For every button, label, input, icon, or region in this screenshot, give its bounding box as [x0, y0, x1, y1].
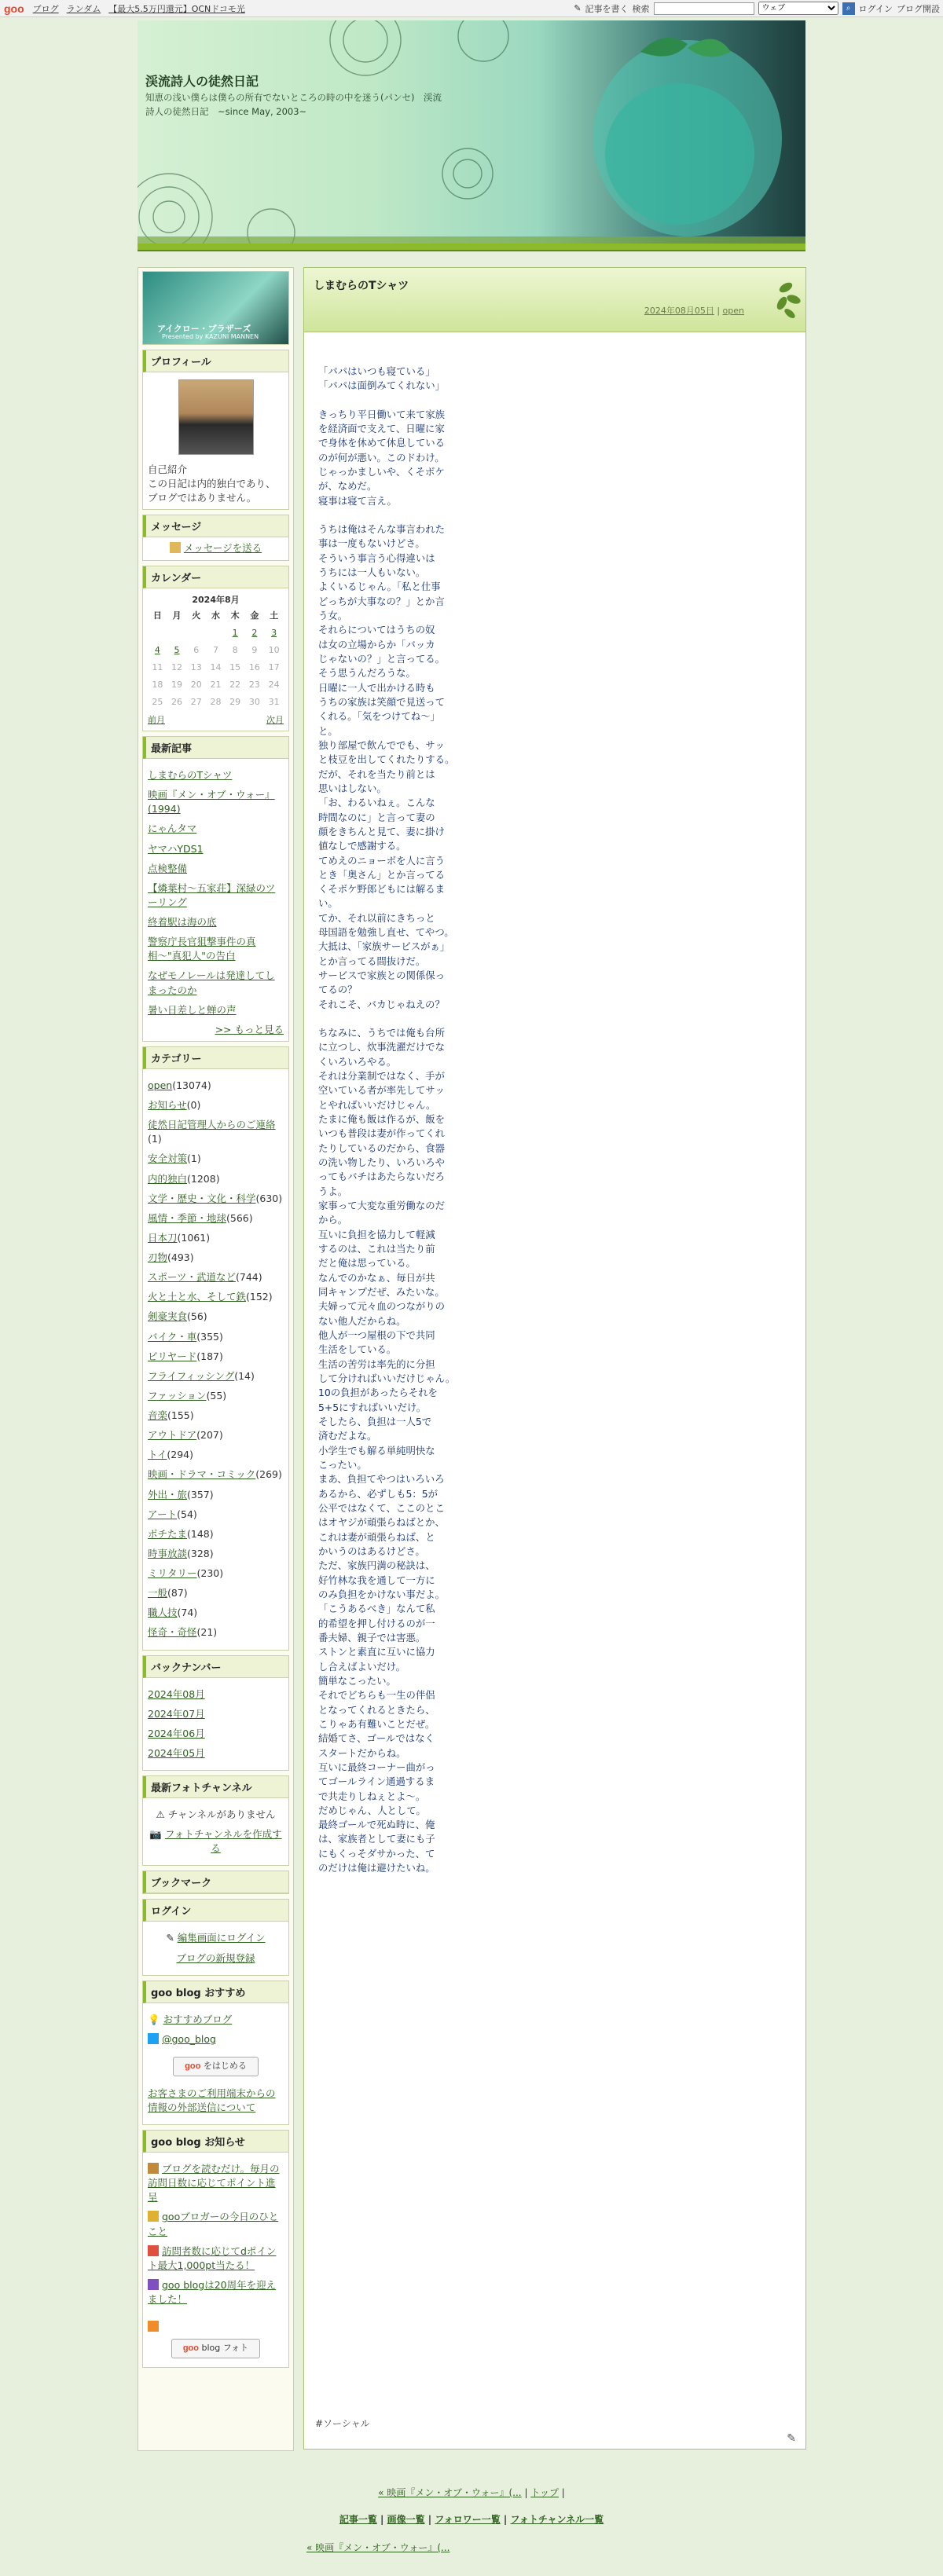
category-item	[148, 1079, 284, 1093]
category-item	[148, 1192, 284, 1206]
calendar-day-link[interactable]: 4	[154, 645, 160, 656]
category-count: (269)	[255, 1468, 282, 1481]
calendar-day: 13	[190, 662, 202, 673]
calendar-weekday: 土	[270, 610, 279, 621]
category-item	[148, 1231, 284, 1245]
photo-channel-box	[142, 1775, 289, 1866]
calendar-prev-link[interactable]: 前月	[148, 715, 165, 726]
sidebar	[138, 267, 294, 2451]
calendar-day: 31	[268, 697, 280, 708]
category-link[interactable]: お知らせ	[148, 1099, 187, 1111]
category-item	[148, 1350, 284, 1364]
category-count: (74)	[177, 1607, 198, 1619]
calendar-title: カレンダー	[143, 566, 288, 588]
calendar-day: 27	[190, 697, 202, 708]
category-item	[148, 1369, 284, 1383]
category-link[interactable]: 火と土と水、そして鉄	[148, 1291, 247, 1303]
category-link[interactable]: 映画・ドラマ・コミック	[148, 1468, 256, 1481]
category-count: (13074)	[172, 1079, 211, 1091]
news-icon	[148, 2211, 159, 2222]
calendar-day: 25	[152, 697, 163, 708]
entry-paragraph: うちは俺はそんな事言われた 事は一度もないけどさ。 そういう事言う心得違いは うちには一人もいない。 よくいるじゃん。「私と仕事 どっちが大事なの？」とか言 う女。 それらについてはうちの奴 は女の立場からか「バッカ じゃないの？」と言ってる。 そう思うんだろうな。 日曜に一人で出かける時も うちの家族は笑顔で見送って くれる。「気をつけてね〜」 と。 独り部屋で飲んででも、サッ と枝豆を出してくれたりする。 だが、それを当たり前とは 思いはしない。 「お、わるいねぇ。こんな 時間なのに」と言って妻の 顔をきちんと見て、妻に掛け 値なしで感謝する。 てめえのニョーボを人に言う とき「奥さん」とか言ってる くそボケ野郎どもには解るま い。 てか、それ以前にきちっと 母国語を勉強し直せ、てやつ。 大抵は、「家族サービスがぁ」 とか言ってる間抜けだ。 サービスで家族との関係保っ てるの？ それこそ、バカじゃねえの？	[318, 522, 455, 1010]
category-title: カテゴリー	[143, 1047, 288, 1069]
calendar-weekday: 月	[172, 610, 182, 621]
entry-paragraph: 「パパはいつも寝ている」 「パパは面倒みてくれない」	[318, 365, 446, 392]
category-item	[148, 1211, 284, 1226]
category-count: (630)	[255, 1192, 283, 1204]
login-link[interactable]: ログイン	[858, 3, 893, 14]
calendar-day: 28	[210, 697, 222, 708]
profile-title: プロフィール	[143, 350, 288, 372]
pen-icon: ✎	[166, 1932, 174, 1944]
category-list	[143, 1069, 288, 1650]
category-count: (21)	[196, 1626, 218, 1639]
entry-tag[interactable]: #ソーシャル	[315, 2418, 370, 2429]
calendar-day: 26	[171, 697, 183, 708]
calendar-day: 16	[248, 662, 260, 673]
calendar-weekday: 日	[152, 610, 162, 621]
category-link[interactable]: 徒然日記管理人からのご連絡	[148, 1119, 276, 1131]
category-count: (148)	[187, 1527, 214, 1540]
backnumber-link[interactable]: 2024年08月	[148, 1687, 205, 1700]
category-item	[148, 1527, 284, 1541]
footer-list-link[interactable]: フォロワー一覧	[435, 2514, 501, 2525]
recommend-blog-link[interactable]: おすすめブログ	[163, 2013, 233, 2025]
category-link[interactable]: 日本刀	[148, 1231, 178, 1244]
no-channel-text: チャンネルがありません	[167, 1808, 276, 1820]
calendar-day: 15	[229, 662, 241, 673]
calendar-day[interactable]	[264, 625, 284, 642]
photo-channel-title: 最新フォトチャンネル	[143, 1776, 288, 1798]
category-box	[142, 1046, 289, 1651]
news-icon	[148, 2279, 159, 2290]
recent-entry-link[interactable]: 警察庁長官狙撃事件の真相〜"真犯人"の告白	[148, 936, 256, 962]
news-list	[143, 2153, 288, 2316]
calendar-day	[148, 625, 167, 642]
category-item	[148, 1118, 284, 1146]
category-count: (355)	[196, 1330, 223, 1343]
category-link[interactable]: アウトドア	[148, 1429, 197, 1442]
top-link[interactable]: トップ	[530, 2487, 559, 2498]
calendar-day: 20	[190, 680, 202, 691]
entry-meta: 2024年08月05日 | open	[644, 306, 744, 316]
category-count: (207)	[196, 1429, 223, 1442]
send-message-link[interactable]: メッセージを送る	[183, 542, 262, 555]
category-count: (1208)	[187, 1172, 220, 1185]
category-item	[148, 1488, 284, 1502]
backnumber-link[interactable]: 2024年07月	[148, 1707, 205, 1720]
separator: |	[376, 2514, 387, 2525]
recent-more-link[interactable]: >> もっと見る	[215, 1023, 284, 1035]
calendar-day	[206, 625, 226, 642]
footer-list-link[interactable]: 画像一覧	[387, 2514, 425, 2525]
category-count: (0)	[186, 1099, 201, 1111]
category-link[interactable]: ビリヤード	[148, 1350, 197, 1362]
footer-list-link[interactable]: フォトチャンネル一覧	[510, 2514, 604, 2525]
category-count: (87)	[167, 1587, 188, 1599]
warning-icon: ⚠	[156, 1808, 165, 1820]
category-count: (55)	[206, 1389, 227, 1402]
recent-entry-link[interactable]: 終着駅は海の底	[148, 916, 217, 928]
header-art	[138, 20, 805, 244]
category-link[interactable]: ミリタリー	[148, 1567, 197, 1579]
login-title: ログイン	[143, 1900, 288, 1922]
search-scope-select[interactable]	[758, 2, 838, 15]
category-item	[148, 1172, 284, 1186]
category-item	[148, 1098, 284, 1112]
mail-icon	[170, 542, 181, 553]
recent-title: 最新記事	[143, 737, 288, 759]
backnumber-title: バックナンバー	[143, 1656, 288, 1678]
recent-entry-link[interactable]: 映画『メン・オブ・ウォー』(1994)	[148, 789, 275, 815]
recent-entry-link[interactable]: なぜモノレールは発達してしまったのか	[148, 969, 275, 996]
recent-entry-link[interactable]: 【燐葉村〜五家荘】深緑のツーリング	[148, 881, 276, 908]
search-input[interactable]	[654, 2, 754, 15]
calendar-day: 17	[268, 662, 280, 673]
category-link[interactable]: 怪奇・奇怪	[148, 1626, 197, 1639]
category-count: (1061)	[177, 1231, 211, 1244]
category-count: (566)	[226, 1211, 253, 1224]
category-item	[148, 1508, 284, 1522]
calendar-day-link[interactable]: 2	[251, 628, 258, 639]
category-count: (152)	[246, 1291, 273, 1303]
external-info-link[interactable]: お客さまのご利用端末からの情報の外部送信について	[148, 2087, 276, 2113]
category-link[interactable]: 文学・歴史・文化・科学	[148, 1192, 256, 1204]
blog-photo-button[interactable]: goo blog フォト	[171, 2339, 260, 2358]
category-link[interactable]: アート	[148, 1508, 178, 1520]
prev-entry-link[interactable]: « 映画『メン・オブ・ウォー』(...	[378, 2487, 522, 2498]
separator: |	[524, 2487, 528, 2498]
category-count: (1)	[187, 1152, 201, 1165]
calendar-box	[142, 566, 289, 732]
category-item	[148, 1428, 284, 1442]
calendar-next-link[interactable]: 次月	[266, 715, 284, 726]
calendar-weekday: 水	[211, 610, 220, 621]
category-link[interactable]: 音楽	[148, 1409, 168, 1421]
calendar-day: 7	[212, 645, 218, 656]
message-title: メッセージ	[143, 515, 288, 537]
category-count: (328)	[187, 1547, 214, 1559]
category-item	[148, 1606, 284, 1620]
calendar-day: 21	[210, 680, 222, 691]
entry-body	[318, 365, 475, 1875]
recent-entry-link[interactable]: しまむらのTシャツ	[148, 769, 233, 781]
separator: |	[500, 2514, 511, 2525]
calendar-day	[167, 625, 187, 642]
profile-box	[142, 350, 289, 510]
news-box	[142, 2130, 289, 2368]
category-item	[148, 1409, 284, 1423]
calendar-day: 8	[232, 645, 238, 656]
calendar-day: 24	[268, 680, 280, 691]
category-item	[148, 1251, 284, 1265]
camera-icon: 📷	[149, 1828, 162, 1841]
category-item	[148, 1310, 284, 1324]
bookmark-title: ブックマーク	[143, 1871, 288, 1893]
banner-title: アイクロー・ブラザーズ	[157, 324, 251, 334]
blog-create-link[interactable]: ブログ開設	[897, 3, 940, 14]
write-article-link[interactable]: 記事を書く	[585, 3, 629, 14]
category-count: (744)	[236, 1271, 262, 1284]
bulb-icon: 💡	[148, 2013, 160, 2025]
login-box	[142, 1899, 289, 1975]
category-item	[148, 1270, 284, 1284]
category-count: (230)	[196, 1567, 224, 1579]
calendar-day: 12	[171, 662, 183, 673]
category-link[interactable]: トイ	[148, 1449, 167, 1461]
banner-subtitle: Presented by KAZUNI MANNEN	[162, 333, 259, 340]
backnumber-list	[143, 1678, 288, 1771]
new-blog-link[interactable]: ブログの新規登録	[176, 1951, 255, 1964]
backnumber-link[interactable]: 2024年06月	[148, 1727, 205, 1739]
recent-entry-link[interactable]: ヤマハYDS1	[148, 842, 204, 855]
recent-box	[142, 736, 289, 1042]
separator: |	[561, 2487, 565, 2498]
entry-category-link[interactable]: open	[722, 306, 744, 316]
footer-nav	[0, 2486, 943, 2499]
category-item	[148, 1389, 284, 1403]
profile-intro: この日記は内的独白であり、ブログではありません。	[148, 478, 276, 504]
twitter-link[interactable]: @goo_blog	[162, 2032, 216, 2045]
calendar-weekday: 金	[250, 610, 259, 621]
calendar-day[interactable]	[226, 625, 245, 642]
calendar-table	[148, 607, 284, 711]
category-link[interactable]: 時事放談	[148, 1547, 188, 1559]
calendar-day-link[interactable]: 3	[271, 628, 277, 639]
category-item	[148, 1547, 284, 1561]
calendar-day: 30	[248, 697, 260, 708]
goo-logo[interactable]: goo	[4, 2, 24, 15]
category-link[interactable]: ポチたま	[148, 1527, 188, 1540]
category-count: (14)	[234, 1369, 255, 1382]
category-count: (493)	[167, 1251, 194, 1263]
category-count: (54)	[177, 1508, 197, 1520]
category-link[interactable]: スポーツ・武道など	[148, 1271, 237, 1284]
search-icon[interactable]: ⌕	[842, 2, 855, 15]
category-count: (1)	[148, 1133, 162, 1145]
start-blog-button[interactable]: goo をはじめる	[173, 2057, 259, 2076]
recommend-title: goo blog おすすめ	[143, 1981, 288, 2003]
calendar-day[interactable]	[167, 642, 187, 659]
recent-list	[143, 759, 288, 1041]
news-link[interactable]: goo blogは20周年を迎えました！	[148, 2278, 277, 2306]
create-photo-channel-link[interactable]: フォトチャンネルを作成する	[164, 1828, 282, 1855]
news-title: goo blog お知らせ	[143, 2131, 288, 2153]
backnumber-link[interactable]: 2024年05月	[148, 1746, 205, 1759]
category-count: (155)	[167, 1409, 194, 1421]
calendar-weekday: 火	[192, 610, 201, 621]
category-item	[148, 1586, 284, 1600]
entry-header	[304, 268, 805, 332]
blog-header	[138, 20, 805, 244]
category-item	[148, 1448, 284, 1462]
calendar-day[interactable]	[148, 642, 167, 659]
footer-list-link[interactable]: 記事一覧	[339, 2514, 377, 2525]
calendar-day: 23	[248, 680, 260, 691]
goo-logo-small: goo	[185, 2061, 201, 2071]
twitter-icon	[148, 2033, 159, 2044]
avatar[interactable]	[178, 379, 254, 455]
category-link[interactable]: 剣豪実食	[148, 1310, 188, 1323]
calendar-day: 6	[193, 645, 200, 656]
calendar-day: 18	[152, 680, 163, 691]
calendar-day-link[interactable]: 5	[174, 645, 180, 656]
calendar-day	[186, 625, 206, 642]
category-link[interactable]: 職人技	[148, 1607, 178, 1619]
category-count: (294)	[167, 1449, 194, 1461]
entry-title[interactable]: しまむらのTシャツ	[314, 280, 409, 292]
search-label: 検索	[632, 3, 650, 14]
footer-bottom-nav	[306, 2541, 449, 2554]
entry	[303, 267, 806, 2450]
recent-entry-link[interactable]: 暑い日差しと蝉の声	[148, 1003, 237, 1016]
edit-pen-icon[interactable]: ✎	[787, 2432, 796, 2445]
recent-entry-link[interactable]: にゃんタマ	[148, 823, 197, 835]
toolbar-right	[574, 2, 940, 15]
prev-entry-link-bottom[interactable]: « 映画『メン・オブ・ウォー』(...	[306, 2542, 450, 2553]
category-item	[148, 1290, 284, 1304]
blog-title[interactable]: 渓流詩人の徒然日記	[145, 74, 259, 89]
toolbar-link-blog[interactable]: ブログ	[32, 3, 59, 14]
toolbar-link-ocn[interactable]: 【最大5.5万円還元】OCNドコモ光	[108, 3, 245, 14]
news-link[interactable]: gooブロガーの今日のひとこと	[148, 2211, 279, 2237]
category-link[interactable]: 刃物	[148, 1251, 168, 1263]
recent-entry-link[interactable]: 点検整備	[148, 862, 188, 874]
entry-paragraph: ちなみに、うちでは俺も台所 に立つし、炊事洗濯だけでな くいろいろやる。 それは分業制ではなく、手が 空いている者が率先してサッ とやればいいだけじゃん。 たまに俺も飯は作るが、飯を いつも普段は妻が作ってくれ たりしているのだから、食器 の洗い物したり、いろいろや ってもバチはあたらないだろ うよ。 家事って大変な重労働なのだ から。 互いに負担を協力して軽減 するのは、これは当たり前 だと俺は思っている。 なんでのかなぁ、毎日が共 同キャンプだぜ、みたいな。 夫婦って元々血のつながりの ない他人だからね。 他人が一つ屋根の下で共同 生活をしている。 生活の苦労は率先的に分担 して分ければいいだけじゃん。 10の負担があったらそれを 5+5にすればいいだけ。 そしたら、負担は一人5で 済むだよな。 小学生でも解る単純明快な こったい。 まあ、負担てやつはいろいろ あるから、必ずしも5：5が 公平ではなくて、ここのとこ はオヤジが頑張らねばとか、 これは妻が頑張らねば、と かいうのはあるけどさ。 ただ、家族円満の秘訣は、 好竹林な我を通して一方に のみ負担をかけない事だよ。 「こうあるべき」なんて私 的希望を押し付けるのが一 番夫婦、親子では害悪。 ストンと素直に互いに協力 し合えばよいだけ。 簡単なこったい。 それでどちらも一生の伴侶 となってくれるときたら、 こりゃあ有難いことだぜ。 結婚てさ、ゴールではなく スタートだからね。 互いに最終コーナー曲がっ てゴールライン通過するま で共走りしねぇとよ〜。 だめじゃん、人として。 最終ゴールで死ぬ時に、俺 は、家族者として妻にも子 にもくっそダサかった、て のだけは俺は避けたいね。	[318, 1027, 456, 1874]
bookmark-box	[142, 1871, 289, 1894]
category-item	[148, 1625, 284, 1640]
calendar-day: 22	[229, 680, 241, 691]
calendar-day: 14	[210, 662, 222, 673]
banner-box[interactable]	[142, 271, 289, 345]
footer-list-links	[0, 2512, 943, 2526]
toolbar-link-random[interactable]: ランダム	[66, 3, 101, 14]
category-item	[148, 1330, 284, 1344]
entry-paragraph: きっちり平日働いて来て家族 を経済面で支えて、日曜に家 で身体を休めて休息している のが何が悪い。このドわけ。 じゃっかましいや、くそボケ が、なめだ。 寝事は寝て言え。	[318, 408, 446, 507]
profile-intro-label: 自己紹介	[148, 464, 188, 475]
category-count: (56)	[187, 1310, 207, 1323]
category-link[interactable]: ファッション	[148, 1389, 207, 1402]
category-link[interactable]: 外出・旅	[148, 1488, 188, 1501]
pencil-icon: ✎	[574, 3, 582, 13]
separator: |	[424, 2514, 435, 2525]
category-link[interactable]: フライフィッシング	[148, 1369, 235, 1382]
calendar-day-link[interactable]: 1	[232, 628, 238, 639]
category-item	[148, 1152, 284, 1166]
calendar-day: 19	[171, 680, 183, 691]
blog-description: 知恵の浅い僕らは僕らの所有でないところの時の中を迷う(パンセ) 渓流詩人の徒然日記 ~since May, 2003~	[145, 92, 442, 117]
category-link[interactable]: open	[148, 1079, 173, 1091]
calendar-day: 9	[251, 645, 258, 656]
category-link[interactable]: 風情・季節・地球	[148, 1211, 227, 1224]
category-link[interactable]: バイク・車	[148, 1330, 197, 1343]
goo-toolbar	[0, 0, 943, 17]
news-link[interactable]: 訪問者数に応じてdポイント最大1,000pt当たる！	[148, 2244, 277, 2271]
calendar-day[interactable]	[245, 625, 265, 642]
leaf-icon	[750, 268, 805, 332]
category-count: (187)	[196, 1350, 223, 1362]
recommend-box	[142, 1981, 289, 2125]
category-count: (357)	[187, 1488, 214, 1501]
edit-login-link[interactable]: 編集画面にログイン	[177, 1932, 266, 1944]
news-link[interactable]: ブログを読むだけ。毎月の訪問日数に応じてポイント進呈	[148, 2163, 280, 2204]
category-link[interactable]: 内的独白	[148, 1172, 188, 1185]
news-icon	[148, 2163, 159, 2174]
news-icon	[148, 2245, 159, 2256]
calendar-month: 2024年8月	[192, 594, 240, 605]
category-item	[148, 1566, 284, 1581]
backnumber-box	[142, 1655, 289, 1772]
calendar-day: 29	[229, 697, 241, 708]
header-bottom-bar	[138, 244, 805, 251]
category-link[interactable]: 安全対策	[148, 1152, 188, 1165]
calendar-weekday: 木	[230, 610, 240, 621]
rss-icon[interactable]	[148, 2321, 159, 2332]
category-link[interactable]: 一般	[148, 1587, 168, 1599]
category-item	[148, 1468, 284, 1482]
entry-date-link[interactable]: 2024年08月05日	[644, 306, 714, 316]
message-box	[142, 515, 289, 560]
calendar-day: 11	[152, 662, 163, 673]
calendar-day: 10	[268, 645, 280, 656]
